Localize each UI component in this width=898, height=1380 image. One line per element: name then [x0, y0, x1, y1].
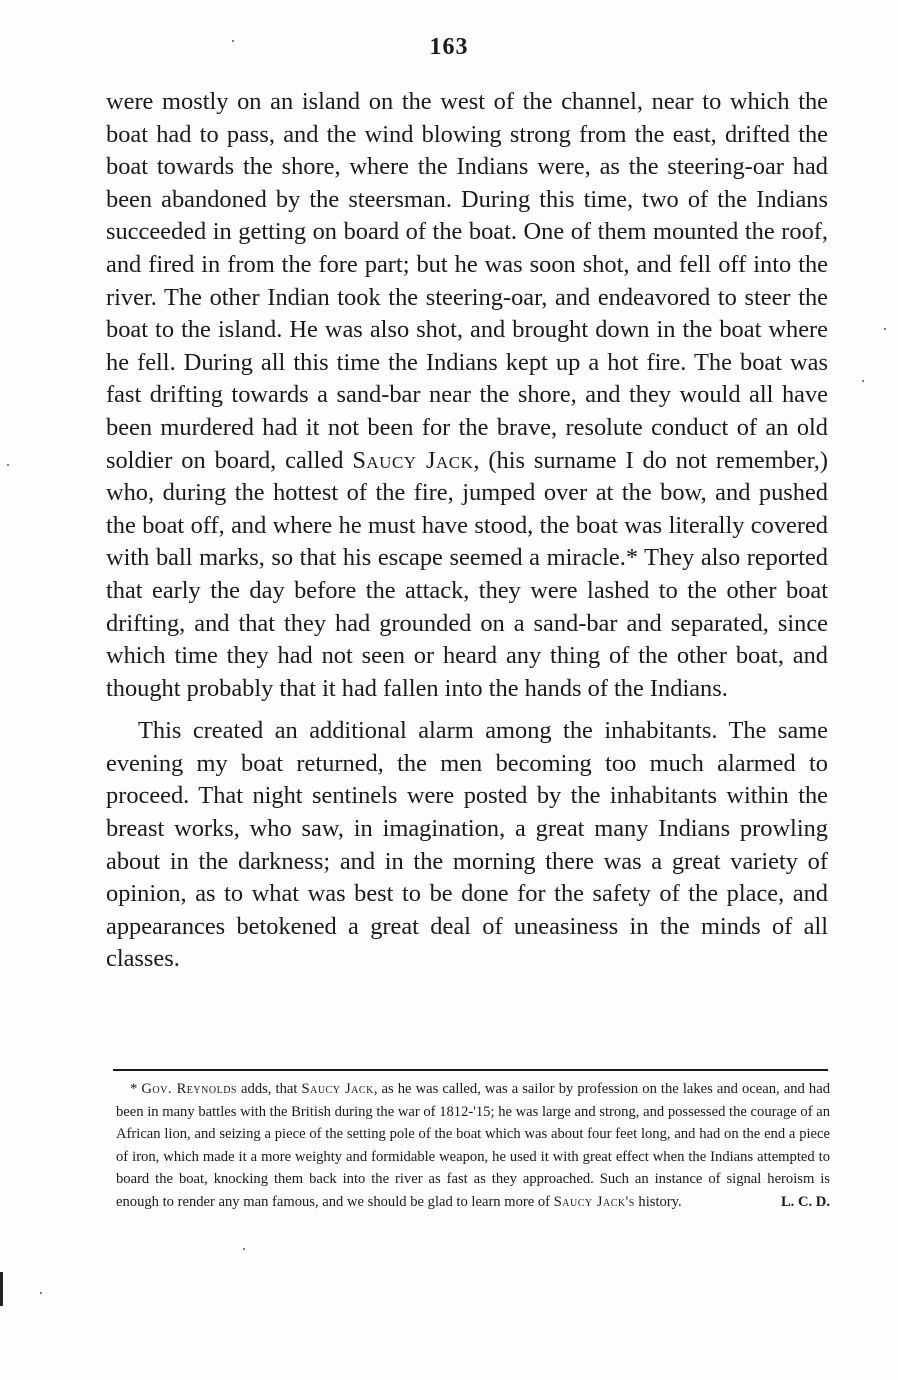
footnote [116, 1078, 830, 1214]
paper-speck [40, 1292, 42, 1294]
paragraph: This created an additional alarm among the inhabitants. The same evening my boat returned, the men becoming too much alarmed to proceed. That night sentinels were posted by the inhabitants within the breast works, who saw, in imagination, a great many Indians prowling about in the darkness; and in the morning there was a great variety of opinion, as to what was best to be done for the safety of the place, and appearances betokened a great deal of uneasiness in the minds of all classes. [106, 717, 828, 973]
footnote-text: history. [634, 1193, 682, 1210]
body-text [106, 86, 828, 976]
paper-speck [862, 380, 864, 382]
footnote-name: Saucy Jack's [553, 1193, 635, 1210]
footnote-text: , as he was called, was a sailor by profession on the lakes and ocean, and had been in many battles with the British during the war of 1812-'15; he was large and strong, and possessed the courage of an African lion, and seizing a piece of the setting pole of the boat which was about four feet long, and had on the end a piece of iron, which made it a more weighty and formidable weapon, he used it with great effect when the Indians attempted to board the boat, knocking them back into the river as fast as they approached. Such an instance of signal heroism is enough to render any man famous, and we should be glad to learn more of [116, 1081, 830, 1210]
footnote-marker: * [130, 1081, 138, 1097]
paper-speck [7, 464, 9, 466]
paper-speck [232, 40, 234, 42]
footnote-text: adds, that [236, 1081, 302, 1097]
footnote-author: Gov. Reynolds [141, 1081, 237, 1097]
paragraph-text: were mostly on an island on the west of the channel, near to which the boat had to pass, and the wind blowing strong from the east, drifted the boat towards the shore, where the Indians were, as the steering-oar had been abandoned by the steersman. During this time, two of the Indians succeeded in getting on board of the boat. One of them mounted the roof, and fired in from the fore part; but he was soon shot, and fell off into the river. The other Indian took the steering-oar, and endeavored to steer the boat to the island. He was also shot, and brought down in the boat where he fell. During all this time the Indians kept up a hot fire. The boat was fast drifting towards a sand-bar near the shore, and they would all have been murdered had it not been for the brave, resolute conduct of an old soldier on board, called [106, 88, 828, 474]
page-number: 163 [429, 34, 469, 60]
paper-speck [243, 1248, 245, 1250]
paper-speck [884, 328, 886, 330]
footnote-name: Saucy Jack [301, 1081, 374, 1097]
footnote-signature: L. C. D. [780, 1193, 830, 1210]
paragraph-text: , (his surname I do not remember,) who, during the hottest of the fire, jumped over at the bow, and pushed the boat off, and where he must have stood, the boat was literally covered with ball marks, so that his escape seemed a miracle.* They also reported that early the day before the attack, they were lashed to the other boat drifting, and that they had grounded on a sand-bar and separated, since which time they had not seen or heard any thing of the other boat, and thought probably that it had fallen into the hands of the Indians. [106, 446, 828, 702]
footnote-rule [113, 1069, 828, 1071]
scan-edge-mark [0, 1272, 3, 1306]
paragraph-continued [106, 86, 828, 705]
name-saucy-jack: Saucy Jack [352, 446, 474, 474]
